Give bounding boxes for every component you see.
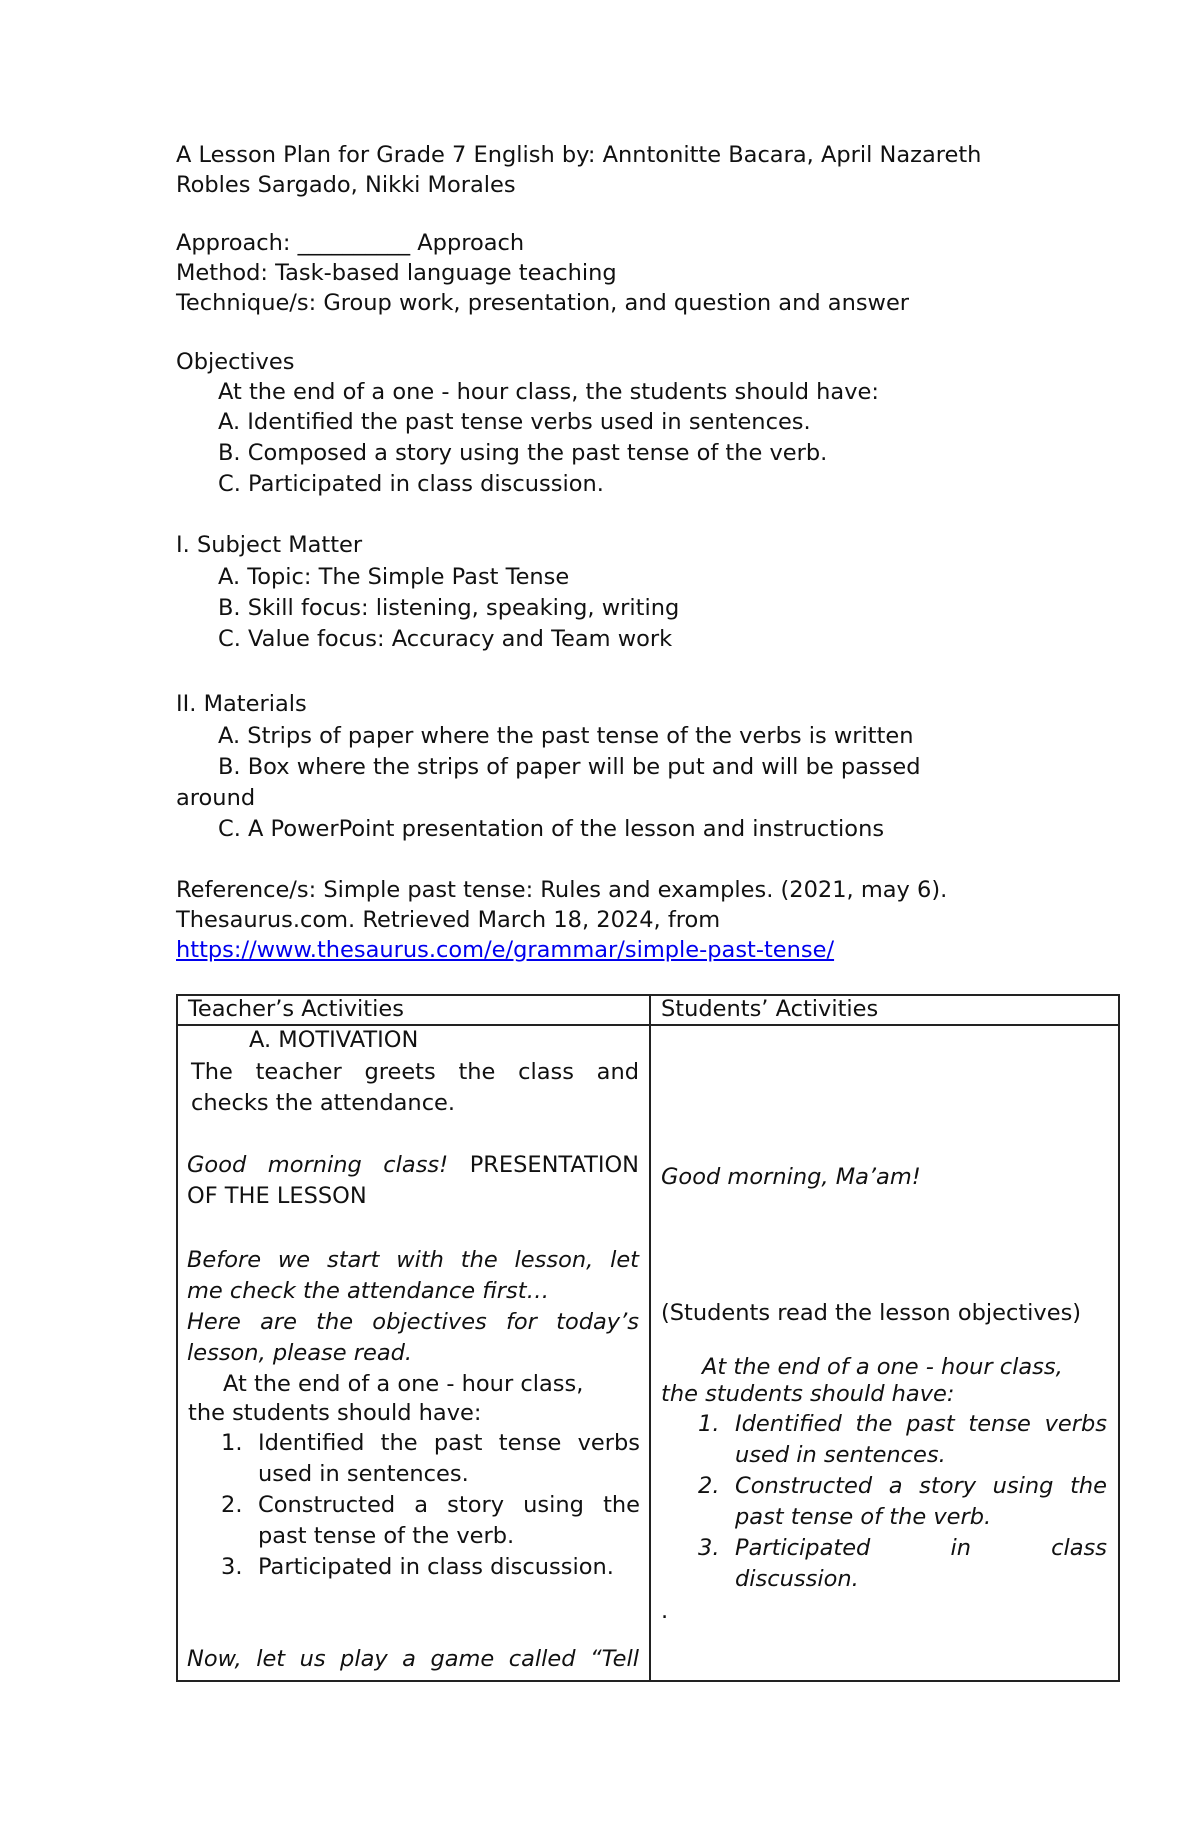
materials-heading: II. Materials [176,691,307,717]
motivation-heading: A. MOTIVATION [249,1027,419,1053]
teacher-greet-line: The teacher greets the class and [191,1059,639,1085]
presentation-text: PRESENTATION [469,1152,639,1178]
objectives-intro: At the end of a one - hour class, the students should have: [218,379,879,405]
item-line: Participated in class [735,1535,1107,1561]
item-line: Constructed a story using the [735,1473,1107,1499]
item-line: used in sentences. [258,1461,469,1487]
item-line: Participated in class discussion. [258,1554,614,1580]
list-item [661,1409,1107,1471]
intro-line: At the end of a one - hour class, [223,1371,584,1397]
intro-line: the students should have: [661,1381,955,1407]
teacher-objectives-intro [188,1370,640,1428]
reference-line-1: Reference/s: Simple past tense: Rules and examples. (2021, may 6). [176,877,948,903]
item-line: Identified the past tense verbs [735,1411,1107,1437]
materials-item-b: B. Box where the strips of paper will be put and will be passed [218,754,921,780]
objectives-heading: Objectives [176,349,295,375]
teacher-before-lesson [187,1245,639,1369]
item-number: 1. [698,1411,720,1437]
method-line: Method: Task-based language teaching [176,260,617,286]
intro-line: At the end of a one - hour class, [702,1354,1063,1380]
intro-line: the students should have: [188,1400,482,1426]
subject-item: C. Value focus: Accuracy and Team work [218,626,673,652]
title-line-1: A Lesson Plan for Grade 7 English by: Anntonitte Bacara, April Nazareth [176,142,982,168]
good-morning-text: Good morning class! [187,1152,449,1178]
students-activities-header: Students’ Activities [661,996,879,1022]
item-line: Identified the past tense verbs [258,1430,640,1456]
teacher-greet [191,1057,639,1119]
item-line: discussion. [735,1566,859,1592]
activities-table [176,994,1120,1682]
objective-item: A. Identified the past tense verbs used in sentences. [218,409,811,435]
item-number: 2. [698,1473,720,1499]
teacher-objectives-list [188,1428,640,1583]
list-item [188,1428,640,1490]
game-line: Now, let us play a game called “Tell [187,1646,639,1672]
teacher-good-morning [187,1150,639,1212]
item-number: 3. [698,1535,720,1561]
materials-item-c: C. A PowerPoint presentation of the lesson and instructions [218,816,885,842]
list-item [661,1471,1107,1533]
students-read-objectives: (Students read the lesson objectives) [661,1300,1082,1326]
approach-line: Approach: __________ Approach [176,230,525,256]
item-line: used in sentences. [735,1442,946,1468]
here-line: Here are the objectives for today’s [187,1309,639,1335]
item-number: 3. [221,1554,243,1580]
students-objectives-list [661,1409,1107,1595]
subject-matter-heading: I. Subject Matter [176,532,363,558]
materials-item-b-cont: around [176,785,256,811]
students-greeting: Good morning, Ma’am! [661,1164,921,1190]
list-item [188,1552,640,1583]
materials-item-a: A. Strips of paper where the past tense of the verbs is written [218,723,914,749]
teacher-greet-line: checks the attendance. [191,1090,456,1116]
good-morning-line [187,1150,639,1181]
before-line: me check the attendance first… [187,1278,550,1304]
subject-item: B. Skill focus: listening, speaking, writing [218,595,680,621]
title-line-2: Robles Sargado, Nikki Morales [176,172,516,198]
here-line: lesson, please read. [187,1340,413,1366]
list-item [661,1533,1107,1595]
subject-item: A. Topic: The Simple Past Tense [218,564,570,590]
item-number: 2. [221,1492,243,1518]
item-number: 1. [221,1430,243,1456]
teacher-activities-header: Teacher’s Activities [188,996,404,1022]
objective-item: B. Composed a story using the past tense of the verb. [218,440,828,466]
reference-line-2: Thesaurus.com. Retrieved March 18, 2024, from [176,907,721,933]
reference-link[interactable]: https://www.thesaurus.com/e/grammar/simple-past-tense/ [176,937,835,963]
students-objectives-intro [661,1354,1107,1408]
column-divider [649,996,651,1680]
techniques-line: Technique/s: Group work, presentation, and question and answer [176,290,910,316]
item-line: Constructed a story using the [258,1492,640,1518]
list-item [188,1490,640,1552]
teacher-game-intro [187,1644,639,1675]
students-dot: . [661,1598,669,1624]
item-line: past tense of the verb. [735,1504,992,1530]
presentation-cont: OF THE LESSON [187,1183,367,1209]
before-line: Before we start with the lesson, let [187,1247,639,1273]
objective-item: C. Participated in class discussion. [218,471,604,497]
item-line: past tense of the verb. [258,1523,515,1549]
